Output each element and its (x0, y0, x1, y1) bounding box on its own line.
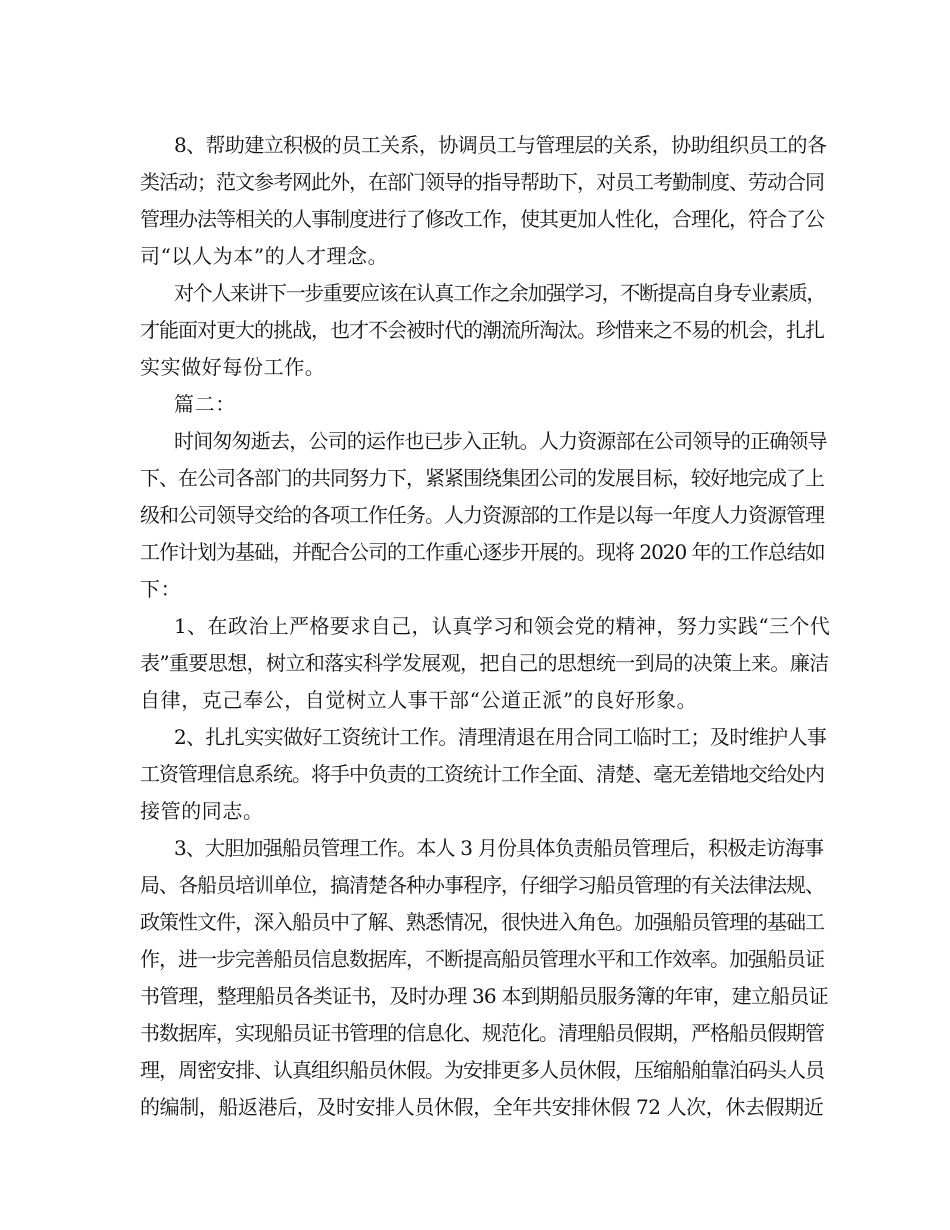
text-line: 篇二： (174, 392, 236, 416)
text-line: 书数据库，实现船员证书管理的信息化、规范化。清理船员假期，严格船员假期管 (140, 1021, 824, 1045)
text-line: 书管理，整理船员各类证书，及时办理 36 本到期船员服务簿的年审，建立船员证 (140, 984, 828, 1008)
text-line: 的编制，船返港后，及时安排人员休假，全年共安排休假 72 人次，休去假期近 (140, 1095, 824, 1119)
text-line: 表”重要思想，树立和落实科学发展观，把自己的思想统一到局的决策上来。廉洁 (140, 651, 829, 675)
text-line: 级和公司领导交给的各项工作任务。人力资源部的工作是以每一年度人力资源管理 (140, 503, 824, 527)
text-line: 2、扎扎实实做好工资统计工作。清理清退在用合同工临时工；及时维护人事 (174, 725, 827, 749)
text-line: 工资管理信息系统。将手中负责的工资统计工作全面、清楚、毫无差错地交给处内 (140, 762, 824, 786)
text-line: 8、帮助建立积极的员工关系，协调员工与管理层的关系，协助组织员工的各 (174, 133, 827, 157)
text-line: 接管的同志。 (140, 799, 264, 823)
text-line: 3、大胆加强船员管理工作。本人 3 月份具体负责船员管理后，积极走访海事 (174, 836, 824, 860)
text-line: 局、各船员培训单位，搞清楚各种办事程序，仔细学习船员管理的有关法律法规、 (140, 873, 824, 897)
text-line: 实实做好每份工作。 (140, 355, 326, 379)
text-line: 理，周密安排、认真组织船员休假。为安排更多人员休假，压缩船舶靠泊码头人员 (140, 1058, 824, 1082)
text-line: 才能面对更大的挑战，也才不会被时代的潮流所淘汰。珍惜来之不易的机会，扎扎 (140, 318, 824, 342)
text-line: 1、在政治上严格要求自己，认真学习和领会党的精神，努力实践“三个代 (174, 614, 831, 638)
text-line: 政策性文件，深入船员中了解、熟悉情况，很快进入角色。加强船员管理的基础工 (140, 910, 824, 934)
text-line: 工作计划为基础，并配合公司的工作重心逐步开展的。现将 2020 年的工作总结如 (140, 540, 825, 564)
document-body (140, 127, 830, 1126)
text-line: 类活动；范文参考网此外，在部门领导的指导帮助下，对员工考勤制度、劳动合同 (140, 170, 824, 194)
text-line: 对个人来讲下一步重要应该在认真工作之余加强学习，不断提高自身专业素质， (174, 281, 825, 305)
text-line: 自律，克己奉公，自觉树立人事干部“公道正派”的良好形象。 (140, 688, 698, 712)
text-line: 时间匆匆逝去，公司的运作也已步入正轨。人力资源部在公司领导的正确领导 (174, 429, 827, 453)
text-line: 下、在公司各部门的共同努力下，紧紧围绕集团公司的发展目标，较好地完成了上 (140, 466, 824, 490)
text-line: 管理办法等相关的人事制度进行了修改工作，使其更加人性化，合理化，符合了公 (140, 207, 824, 231)
text-line: 作，进一步完善船员信息数据库，不断提高船员管理水平和工作效率。加强船员证 (140, 947, 824, 971)
text-line: 司“以人为本”的人才理念。 (140, 244, 389, 268)
text-line: 下： (140, 577, 182, 601)
